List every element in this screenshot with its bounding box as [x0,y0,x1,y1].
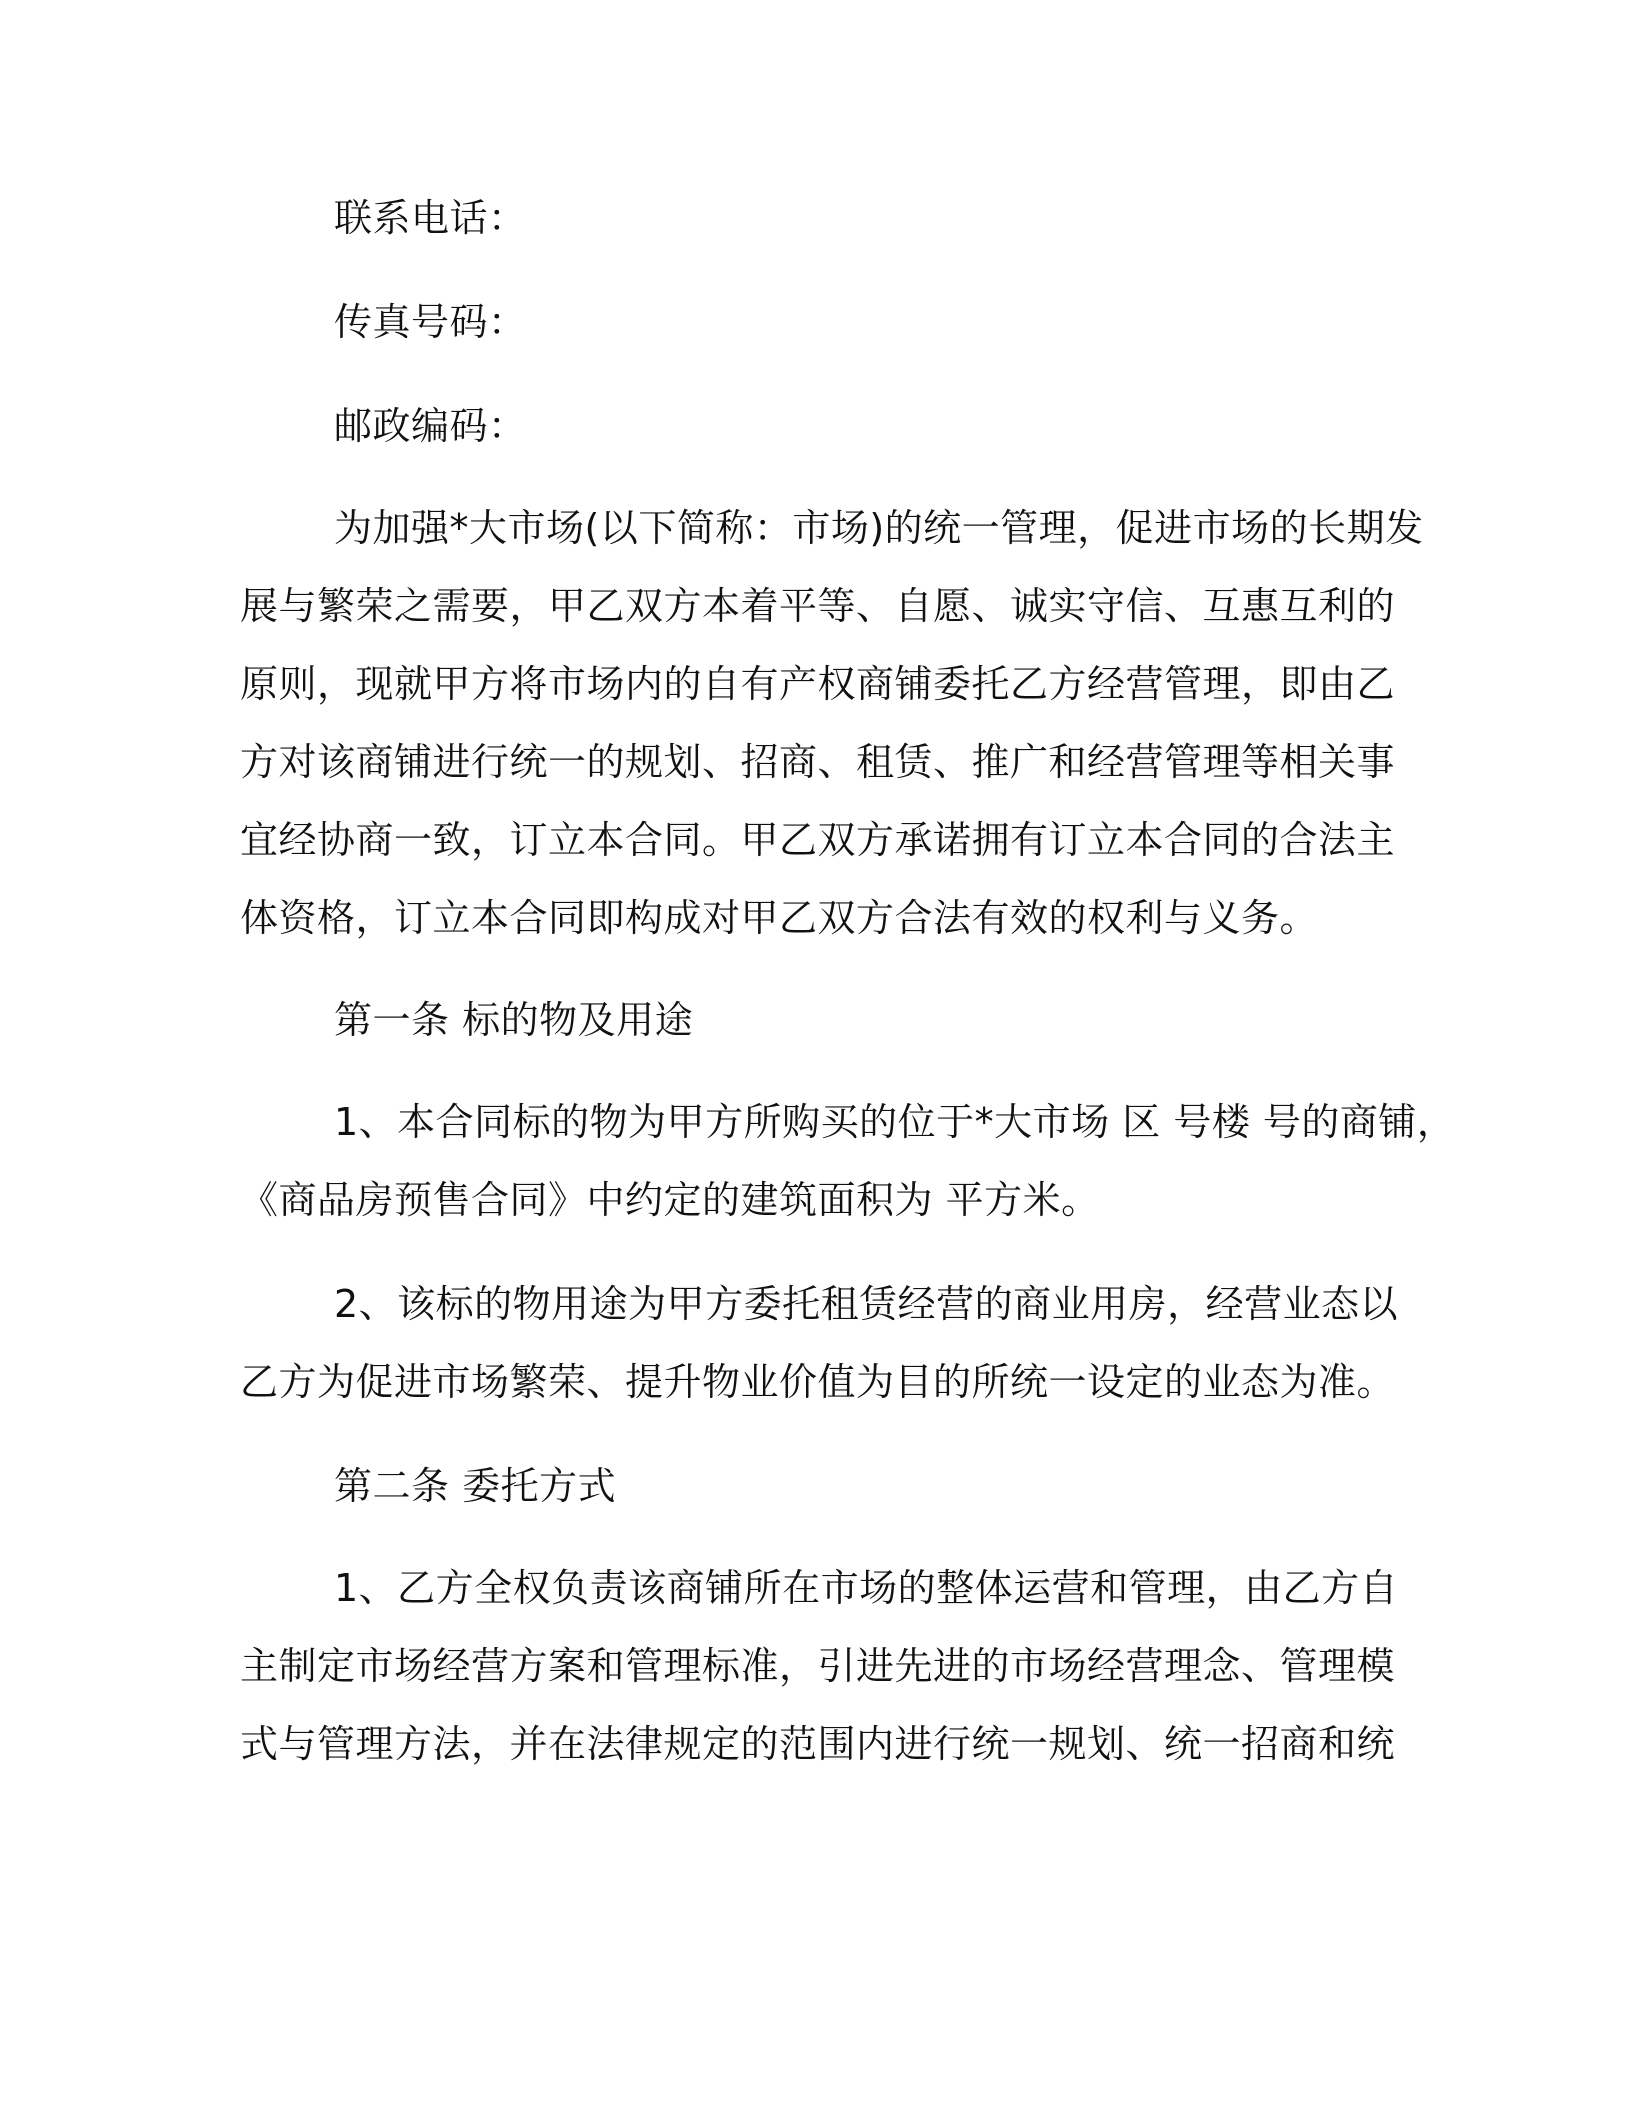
article1-clause2-line: 2、该标的物用途为甲方委托租赁经营的商业用房，经营业态以 [334,1282,1399,1326]
fax-label: 传真号码： [334,300,527,344]
phone-label: 联系电话： [334,196,527,240]
preamble-line: 为加强*大市场(以下简称：市场)的统一管理，促进市场的长期发 [334,506,1424,550]
article1-clause1-line: 1、本合同标的物为甲方所购买的位于*大市场 区 号楼 号的商铺， [334,1100,1456,1144]
preamble-line: 体资格，订立本合同即构成对甲乙双方合法有效的权利与义务。 [240,896,1319,940]
article2-clause1-line: 1、乙方全权负责该商铺所在市场的整体运营和管理，由乙方自 [334,1566,1399,1610]
article2-clause1-line: 主制定市场经营方案和管理标准，引进先进的市场经营理念、管理模 [240,1644,1396,1688]
article1-clause1-line: 《商品房预售合同》中约定的建筑面积为 平方米。 [240,1178,1100,1222]
preamble-line: 展与繁荣之需要，甲乙双方本着平等、自愿、诚实守信、互惠互利的 [240,584,1396,628]
article1-clause2-line: 乙方为促进市场繁荣、提升物业价值为目的所统一设定的业态为准。 [240,1360,1396,1404]
article2-clause1-line: 式与管理方法，并在法律规定的范围内进行统一规划、统一招商和统 [240,1722,1396,1766]
preamble-line: 原则，现就甲方将市场内的自有产权商铺委托乙方经营管理，即由乙 [240,662,1396,706]
article2-heading: 第二条 委托方式 [334,1464,617,1508]
preamble-line: 宜经协商一致，订立本合同。甲乙双方承诺拥有订立本合同的合法主 [240,818,1396,862]
preamble-line: 方对该商铺进行统一的规划、招商、租赁、推广和经营管理等相关事 [240,740,1396,784]
article1-heading: 第一条 标的物及用途 [334,998,694,1042]
postal-code-label: 邮政编码： [334,404,527,448]
